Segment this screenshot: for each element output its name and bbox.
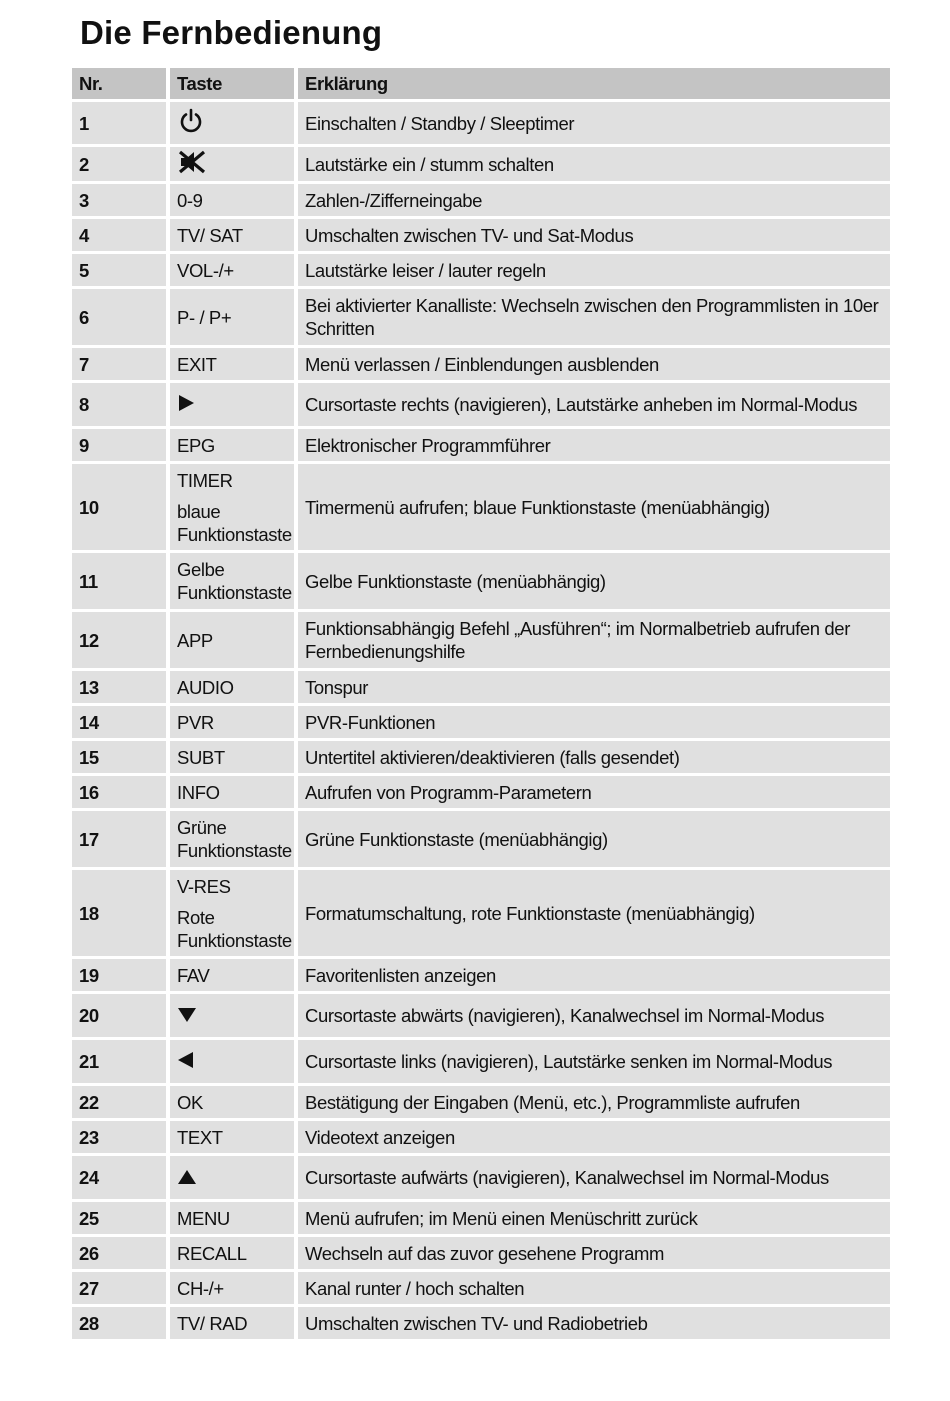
table-row xyxy=(72,219,890,251)
key-label: EXIT xyxy=(177,353,217,375)
row-description: Elektronischer Programmführer xyxy=(294,429,890,461)
table-row xyxy=(72,147,890,181)
table-row xyxy=(72,811,890,867)
row-key xyxy=(166,994,294,1037)
table-row xyxy=(72,1272,890,1304)
key-label: TIMER xyxy=(177,469,233,491)
key-label: MENU xyxy=(177,1207,230,1229)
mute-icon xyxy=(177,149,207,180)
row-description: Cursortaste rechts (navigieren), Lautstärke anheben im Normal-Modus xyxy=(294,383,890,426)
row-description: Menü verlassen / Einblendungen ausblenden xyxy=(294,348,890,380)
header-nr: Nr. xyxy=(72,68,166,99)
table-row xyxy=(72,102,890,144)
row-number: 11 xyxy=(72,553,166,609)
row-description: Wechseln auf das zuvor gesehene Programm xyxy=(294,1237,890,1269)
row-key xyxy=(166,811,294,867)
row-number: 5 xyxy=(72,254,166,286)
key-label: Gelbe Funktionstaste xyxy=(177,559,292,603)
row-number: 17 xyxy=(72,811,166,867)
row-description: Cursortaste abwärts (navigieren), Kanalwechsel im Normal-Modus xyxy=(294,994,890,1037)
row-number: 13 xyxy=(72,671,166,703)
row-description: Menü aufrufen; im Menü einen Menüschritt zurück xyxy=(294,1202,890,1234)
table-row xyxy=(72,429,890,461)
table-row xyxy=(72,1307,890,1339)
row-key xyxy=(166,706,294,738)
remote-control-table xyxy=(72,65,890,1342)
row-description: PVR-Funktionen xyxy=(294,706,890,738)
header-taste: Taste xyxy=(166,68,294,99)
arrow-left-icon xyxy=(177,1051,195,1074)
row-description: Favoritenlisten anzeigen xyxy=(294,959,890,991)
row-number: 14 xyxy=(72,706,166,738)
row-description: Zahlen-/Zifferneingabe xyxy=(294,184,890,216)
row-key xyxy=(166,1272,294,1304)
key-label: EPG xyxy=(177,434,215,456)
row-number: 1 xyxy=(72,102,166,144)
table-row xyxy=(72,464,890,550)
row-key xyxy=(166,184,294,216)
row-key xyxy=(166,1086,294,1118)
row-number: 21 xyxy=(72,1040,166,1083)
row-number: 25 xyxy=(72,1202,166,1234)
row-key xyxy=(166,1202,294,1234)
table-row xyxy=(72,1121,890,1153)
row-description: Lautstärke ein / stumm schalten xyxy=(294,147,890,181)
key-label: OK xyxy=(177,1091,203,1113)
row-key xyxy=(166,553,294,609)
table-row xyxy=(72,553,890,609)
row-number: 26 xyxy=(72,1237,166,1269)
table-row xyxy=(72,706,890,738)
row-description: Lautstärke leiser / lauter regeln xyxy=(294,254,890,286)
row-number: 18 xyxy=(72,870,166,956)
row-description: Formatumschaltung, rote Funktionstaste (menüabhängig) xyxy=(294,870,890,956)
key-label-secondary: blaue Funktionstaste xyxy=(177,500,292,545)
row-key xyxy=(166,959,294,991)
row-key xyxy=(166,383,294,426)
table-row xyxy=(72,741,890,773)
table-row xyxy=(72,671,890,703)
row-number: 15 xyxy=(72,741,166,773)
page-title: Die Fernbedienung xyxy=(80,14,383,51)
key-label: Grüne Funktionstaste xyxy=(177,817,292,861)
row-number: 9 xyxy=(72,429,166,461)
row-key xyxy=(166,741,294,773)
key-label: RECALL xyxy=(177,1242,247,1264)
key-label: CH-/+ xyxy=(177,1277,224,1299)
row-number: 27 xyxy=(72,1272,166,1304)
row-key xyxy=(166,1237,294,1269)
row-key xyxy=(166,102,294,144)
table-row xyxy=(72,289,890,345)
table-row xyxy=(72,348,890,380)
power-icon xyxy=(177,107,205,140)
row-key xyxy=(166,1307,294,1339)
table-row xyxy=(72,184,890,216)
arrow-down-icon xyxy=(177,1005,197,1028)
table-row xyxy=(72,612,890,668)
row-key xyxy=(166,1040,294,1083)
table-row xyxy=(72,776,890,808)
row-number: 22 xyxy=(72,1086,166,1118)
row-description: Kanal runter / hoch schalten xyxy=(294,1272,890,1304)
table-row xyxy=(72,383,890,426)
row-description: Grüne Funktionstaste (menüabhängig) xyxy=(294,811,890,867)
row-key xyxy=(166,147,294,181)
row-key xyxy=(166,776,294,808)
row-number: 20 xyxy=(72,994,166,1037)
row-number: 4 xyxy=(72,219,166,251)
row-description: Tonspur xyxy=(294,671,890,703)
table-row xyxy=(72,994,890,1037)
row-number: 10 xyxy=(72,464,166,550)
row-number: 2 xyxy=(72,147,166,181)
key-label: TEXT xyxy=(177,1126,223,1148)
key-label-secondary: Rote Funktionstaste xyxy=(177,906,292,951)
key-label: P- / P+ xyxy=(177,306,232,328)
row-description: Bei aktivierter Kanalliste: Wechseln zwischen den Programmlisten in 10er Schritten xyxy=(294,289,890,345)
row-description: Videotext anzeigen xyxy=(294,1121,890,1153)
row-key xyxy=(166,671,294,703)
row-description: Funktionsabhängig Befehl „Ausführen“; im Normalbetrieb aufrufen der Fernbedienungshilfe xyxy=(294,612,890,668)
table-row xyxy=(72,870,890,956)
key-label: APP xyxy=(177,629,213,651)
header-erklaerung: Erklärung xyxy=(294,68,890,99)
table-row xyxy=(72,1237,890,1269)
row-number: 12 xyxy=(72,612,166,668)
row-number: 6 xyxy=(72,289,166,345)
table-row xyxy=(72,1040,890,1083)
row-number: 19 xyxy=(72,959,166,991)
row-description: Untertitel aktivieren/deaktivieren (falls gesendet) xyxy=(294,741,890,773)
row-key xyxy=(166,612,294,668)
row-description: Timermenü aufrufen; blaue Funktionstaste (menüabhängig) xyxy=(294,464,890,550)
row-description: Cursortaste aufwärts (navigieren), Kanalwechsel im Normal-Modus xyxy=(294,1156,890,1199)
row-description: Gelbe Funktionstaste (menüabhängig) xyxy=(294,553,890,609)
row-number: 8 xyxy=(72,383,166,426)
key-label: VOL-/+ xyxy=(177,259,234,281)
row-number: 28 xyxy=(72,1307,166,1339)
key-label: TV/ SAT xyxy=(177,224,243,246)
row-number: 16 xyxy=(72,776,166,808)
table-row xyxy=(72,1202,890,1234)
arrow-up-icon xyxy=(177,1167,197,1190)
row-key xyxy=(166,254,294,286)
row-number: 24 xyxy=(72,1156,166,1199)
row-number: 3 xyxy=(72,184,166,216)
key-label: AUDIO xyxy=(177,676,234,698)
table-row xyxy=(72,1086,890,1118)
row-description: Umschalten zwischen TV- und Sat-Modus xyxy=(294,219,890,251)
row-key xyxy=(166,870,294,956)
table-row xyxy=(72,254,890,286)
row-key xyxy=(166,1156,294,1199)
row-description: Cursortaste links (navigieren), Lautstärke senken im Normal-Modus xyxy=(294,1040,890,1083)
row-key xyxy=(166,348,294,380)
key-label: INFO xyxy=(177,781,220,803)
row-key xyxy=(166,1121,294,1153)
row-number: 7 xyxy=(72,348,166,380)
table-row xyxy=(72,1156,890,1199)
row-key xyxy=(166,289,294,345)
table-row xyxy=(72,959,890,991)
row-description: Einschalten / Standby / Sleeptimer xyxy=(294,102,890,144)
key-label: FAV xyxy=(177,964,210,986)
row-key xyxy=(166,464,294,550)
table-header-row xyxy=(72,68,890,99)
row-key xyxy=(166,429,294,461)
row-key xyxy=(166,219,294,251)
arrow-right-icon xyxy=(177,394,195,417)
row-description: Umschalten zwischen TV- und Radiobetrieb xyxy=(294,1307,890,1339)
key-label: V-RES xyxy=(177,875,231,897)
row-number: 23 xyxy=(72,1121,166,1153)
key-label: PVR xyxy=(177,711,214,733)
row-description: Aufrufen von Programm-Parametern xyxy=(294,776,890,808)
key-label: 0-9 xyxy=(177,189,203,211)
key-label: SUBT xyxy=(177,746,225,768)
row-description: Bestätigung der Eingaben (Menü, etc.), Programmliste aufrufen xyxy=(294,1086,890,1118)
key-label: TV/ RAD xyxy=(177,1312,248,1334)
